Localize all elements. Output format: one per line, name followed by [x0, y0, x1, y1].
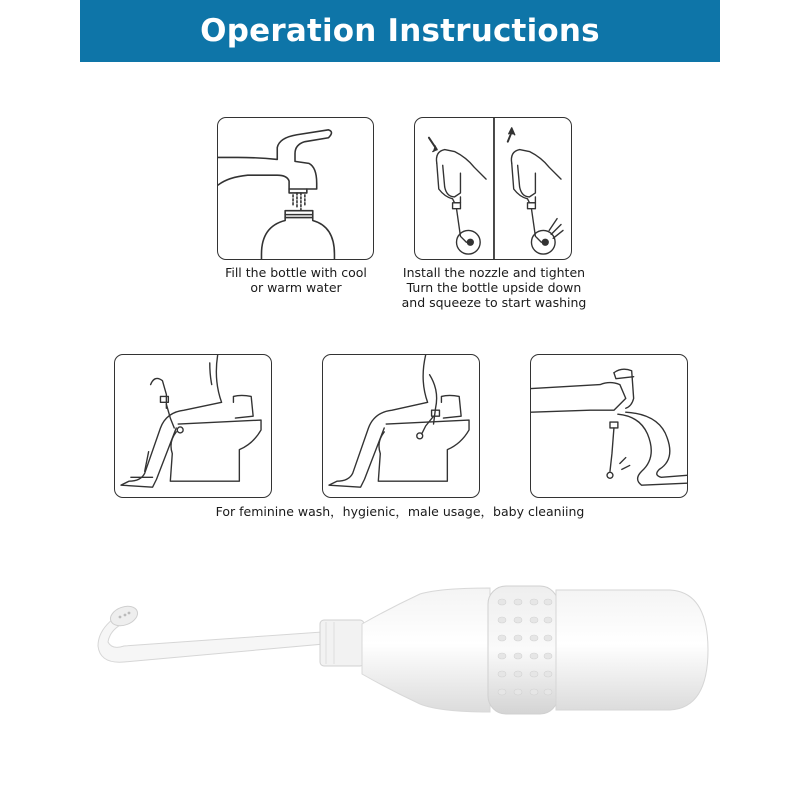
header-banner	[80, 0, 720, 62]
faucet-filling-bottle-illustration	[218, 118, 373, 259]
step-install-caption	[383, 265, 605, 310]
step-fill-line-1: Fill the bottle with cool	[225, 265, 367, 280]
step-fill-panel	[217, 117, 374, 260]
hygienic-toilet-illustration	[323, 355, 479, 497]
usage-baby-panel	[530, 354, 688, 498]
step-install-line-3: and squeeze to start washing	[401, 295, 587, 310]
baby-cleaning-illustration	[531, 355, 687, 497]
page-title: Operation Instructions	[200, 13, 600, 49]
step-install-panel	[414, 117, 572, 260]
step-fill-line-2: or warm water	[250, 280, 342, 295]
product-image	[90, 580, 720, 720]
feminine-wash-toilet-illustration	[115, 355, 271, 497]
install-nozzle-and-squeeze-illustration	[415, 118, 571, 259]
usage-caption: For feminine wash，hygienic，male usage，baby cleaniing	[215, 504, 585, 519]
usage-hygienic-panel	[322, 354, 480, 498]
usage-feminine-panel	[114, 354, 272, 498]
step-install-line-1: Install the nozzle and tighten	[402, 265, 586, 280]
step-fill-caption	[196, 265, 396, 295]
step-install-line-2: Turn the bottle upside down	[406, 280, 582, 295]
peri-bottle-product-icon	[90, 580, 720, 720]
